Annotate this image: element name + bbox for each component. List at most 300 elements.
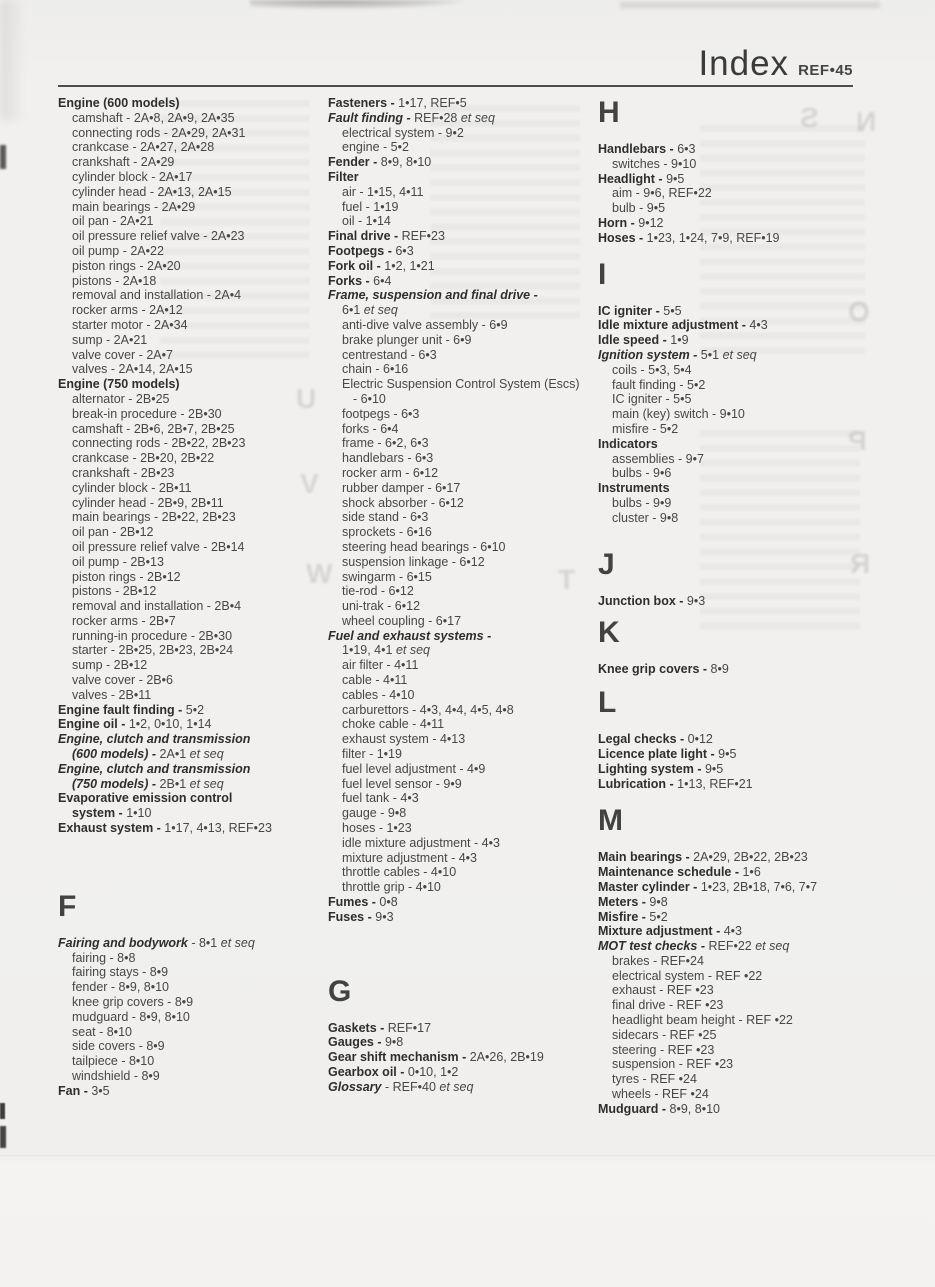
index-entry-text: exhaust - REF •23 bbox=[612, 983, 714, 998]
index-entry-text: Filter bbox=[328, 169, 359, 184]
index-entry bbox=[328, 643, 598, 658]
index-entry bbox=[58, 259, 328, 274]
index-entry-text: idle mixture adjustment - 4•3 bbox=[342, 835, 500, 850]
index-entry bbox=[58, 96, 328, 111]
index-entry bbox=[328, 732, 598, 747]
index-entry-text: Engine, clutch and transmission bbox=[58, 732, 251, 747]
index-entry bbox=[328, 1065, 598, 1080]
index-entry-text: Fuses - bbox=[328, 909, 376, 924]
ghost-bleedthrough-letter: N bbox=[856, 106, 877, 137]
index-entry bbox=[598, 186, 868, 201]
index-entry bbox=[598, 1102, 868, 1117]
index-entry-text: suspension linkage - 6•12 bbox=[342, 554, 485, 569]
index-entry bbox=[598, 511, 868, 526]
index-entry-text: Master cylinder - bbox=[598, 879, 701, 894]
index-entry-text: gauge - 9•8 bbox=[342, 806, 407, 821]
index-entry bbox=[598, 850, 868, 865]
index-entry-text: Engine (600 models) bbox=[58, 96, 180, 110]
index-entry bbox=[58, 1010, 328, 1025]
index-entry bbox=[58, 643, 328, 658]
index-entry-text: 5•1 bbox=[700, 347, 723, 362]
index-entry-text: Gear shift mechanism - bbox=[328, 1050, 470, 1065]
index-entry-text: Maintenance schedule - bbox=[598, 865, 743, 880]
index-entry-text: Engine oil - bbox=[58, 717, 129, 732]
index-entry-text: Handlebars - bbox=[598, 142, 678, 156]
index-entry bbox=[598, 172, 868, 187]
index-entry bbox=[598, 348, 868, 363]
index-entry bbox=[328, 717, 598, 732]
index-entry-text: 1•10 bbox=[126, 806, 152, 821]
index-column-left bbox=[58, 96, 328, 1099]
index-entry bbox=[328, 126, 598, 141]
index-entry-text: REF•22 bbox=[708, 939, 756, 954]
index-entry-text: Misfire - bbox=[598, 909, 650, 924]
index-entry bbox=[598, 407, 868, 422]
index-entry-text: 8•9 bbox=[710, 662, 729, 677]
index-entry bbox=[58, 274, 328, 289]
index-entry bbox=[58, 303, 328, 318]
index-entry bbox=[598, 954, 868, 969]
index-entry bbox=[328, 614, 598, 629]
index-entry bbox=[58, 318, 328, 333]
index-entry bbox=[58, 629, 328, 644]
index-entry-text: seat - 8•10 bbox=[72, 1024, 132, 1039]
index-entry-text: MOT test checks - bbox=[598, 939, 709, 954]
index-entry bbox=[328, 584, 598, 599]
index-entry-text: sprockets - 6•16 bbox=[342, 525, 432, 540]
index-entry-text: 1•23, 1•24, 7•9, REF•19 bbox=[646, 230, 780, 245]
index-entry-text: starter motor - 2A•34 bbox=[72, 317, 188, 332]
index-entry-text: mudguard - 8•9, 8•10 bbox=[72, 1009, 190, 1024]
index-entry-text: 1•17, REF•5 bbox=[398, 96, 467, 110]
header-rule bbox=[58, 85, 853, 87]
index-entry-text: piston rings - 2A•20 bbox=[72, 258, 181, 273]
index-entry-text: cluster - 9•8 bbox=[612, 510, 679, 525]
index-entry bbox=[598, 496, 868, 511]
index-entry-text: oil pan - 2B•12 bbox=[72, 525, 154, 540]
index-entry bbox=[58, 980, 328, 995]
index-entry-text: Gearbox oil - bbox=[328, 1065, 408, 1080]
index-entry bbox=[58, 717, 328, 732]
index-entry bbox=[328, 688, 598, 703]
index-entry-text: side stand - 6•3 bbox=[342, 510, 429, 525]
index-entry-text: alternator - 2B•25 bbox=[72, 391, 170, 406]
index-entry bbox=[328, 436, 598, 451]
index-entry-text: Fuel and exhaust systems - bbox=[328, 628, 492, 643]
index-entry bbox=[58, 936, 328, 951]
paper-fold-line bbox=[0, 1155, 935, 1158]
index-entry bbox=[328, 274, 598, 289]
index-entry-text: uni-trak - 6•12 bbox=[342, 599, 421, 614]
index-entry bbox=[328, 673, 598, 688]
index-entry-text: cables - 4•10 bbox=[342, 687, 415, 702]
index-entry-text: hoses - 1•23 bbox=[342, 821, 412, 836]
index-entry-text: 6•4 bbox=[373, 273, 392, 288]
index-entry-text: Idle speed - bbox=[598, 333, 671, 348]
index-entry bbox=[598, 304, 868, 319]
index-entry bbox=[328, 629, 598, 644]
index-entry-text: 2A•29, 2B•22, 2B•23 bbox=[693, 850, 808, 865]
index-entry-text: Hoses - bbox=[598, 230, 647, 245]
ghost-bleedthrough-letter: T bbox=[558, 564, 576, 595]
index-entry-text: filter - 1•19 bbox=[342, 747, 402, 762]
index-entry-text: oil pump - 2B•13 bbox=[72, 554, 164, 569]
index-entry-text: Footpegs - bbox=[328, 243, 396, 258]
index-entry-text: tailpiece - 8•10 bbox=[72, 1054, 155, 1069]
index-entry bbox=[328, 318, 598, 333]
index-entry-text: 2A•1 bbox=[159, 747, 190, 762]
index-entry bbox=[328, 525, 598, 540]
index-entry bbox=[598, 231, 868, 246]
index-entry bbox=[328, 96, 598, 111]
index-entry-text: Electric Suspension Control System (Escs) bbox=[342, 377, 580, 392]
index-entry-text: misfire - 5•2 bbox=[612, 421, 679, 436]
index-entry-text: chain - 6•16 bbox=[342, 362, 409, 377]
ghost-bleedthrough-letter: W bbox=[306, 558, 333, 589]
index-entry bbox=[598, 969, 868, 984]
index-entry-text: 9•3 bbox=[375, 909, 394, 924]
index-entry bbox=[598, 452, 868, 467]
index-entry-text: - 8•1 bbox=[187, 935, 221, 950]
index-entry-text: oil pump - 2A•22 bbox=[72, 243, 164, 258]
ghost-bleedthrough-letter: P bbox=[848, 425, 867, 456]
index-entry bbox=[598, 732, 868, 747]
index-entry bbox=[58, 525, 328, 540]
index-entry-text: Headlight - bbox=[598, 171, 667, 186]
index-entry-text: 9•5 bbox=[666, 171, 685, 186]
index-entry-text: valves - 2B•11 bbox=[72, 687, 152, 702]
index-entry bbox=[598, 895, 868, 910]
section-letter-l: L bbox=[598, 686, 617, 720]
index-entry-text: Legal checks - bbox=[598, 732, 688, 747]
index-entry bbox=[328, 555, 598, 570]
index-entry bbox=[598, 865, 868, 880]
index-entry-text: Fender - bbox=[328, 155, 381, 170]
index-entry bbox=[58, 688, 328, 703]
index-entry bbox=[598, 662, 868, 677]
index-entry bbox=[328, 348, 598, 363]
scan-edge-mark bbox=[0, 1126, 6, 1148]
index-entry-text: electrical system - 9•2 bbox=[342, 125, 464, 140]
index-entry bbox=[58, 570, 328, 585]
index-entry bbox=[598, 1087, 868, 1102]
index-entry bbox=[598, 201, 868, 216]
index-entry bbox=[598, 924, 868, 939]
index-entry-text: windshield - 8•9 bbox=[72, 1069, 160, 1084]
index-entry bbox=[58, 377, 328, 392]
page-number: REF•45 bbox=[798, 62, 853, 79]
index-entry-text: air filter - 4•11 bbox=[342, 658, 419, 673]
index-entry bbox=[598, 747, 868, 762]
index-entry-text: cylinder head - 2A•13, 2A•15 bbox=[72, 184, 232, 199]
index-entry-text: 6•3 bbox=[395, 243, 414, 258]
ghost-bleedthrough-letter: R bbox=[850, 548, 871, 579]
index-entry-text: Fault finding - bbox=[328, 110, 415, 125]
index-entry bbox=[598, 437, 868, 452]
index-entry-text: brakes - REF•24 bbox=[612, 953, 704, 968]
index-entry bbox=[328, 259, 598, 274]
index-entry-text: (750 models) - bbox=[72, 776, 160, 791]
index-entry bbox=[328, 821, 598, 836]
index-entry bbox=[328, 244, 598, 259]
index-entry-text: (600 models) - bbox=[72, 747, 160, 762]
index-entry bbox=[328, 496, 598, 511]
index-entry-text: 5•5 bbox=[663, 303, 682, 318]
index-entry-text: main bearings - 2A•29 bbox=[72, 199, 196, 214]
index-entry bbox=[58, 496, 328, 511]
index-entry-text: 8•9, 8•10 bbox=[380, 155, 432, 170]
index-entry-text: brake plunger unit - 6•9 bbox=[342, 332, 472, 347]
index-entry-text: Gaskets - bbox=[328, 1020, 388, 1035]
index-entry-text: pistons - 2A•18 bbox=[72, 273, 157, 288]
index-entry bbox=[58, 791, 328, 806]
index-entry-text: IC igniter - 5•5 bbox=[612, 392, 692, 407]
index-entry-text: cylinder head - 2B•9, 2B•11 bbox=[72, 495, 224, 510]
index-entry-text: Gauges - bbox=[328, 1035, 385, 1050]
index-entry bbox=[58, 333, 328, 348]
index-entry bbox=[58, 1039, 328, 1054]
index-entry-text: Lubrication - bbox=[598, 776, 678, 791]
index-entry bbox=[58, 673, 328, 688]
index-entry bbox=[598, 1013, 868, 1028]
index-entry-text: Mixture adjustment - bbox=[598, 924, 724, 939]
index-entry-text: Glossary bbox=[328, 1079, 382, 1094]
index-entry-text: 1•9 bbox=[670, 333, 689, 348]
index-entry-text: 1•23, 2B•18, 7•6, 7•7 bbox=[700, 879, 818, 894]
index-entry-text: IC igniter - bbox=[598, 303, 664, 318]
index-entry bbox=[328, 747, 598, 762]
index-entry-text: Lighting system - bbox=[598, 761, 705, 776]
ghost-bleedthrough-letter: S bbox=[800, 102, 819, 133]
index-entry-text: cylinder block - 2A•17 bbox=[72, 169, 193, 184]
index-entry bbox=[328, 540, 598, 555]
index-entry-text: fault finding - 5•2 bbox=[612, 377, 706, 392]
index-entry bbox=[58, 747, 328, 762]
index-entry-text: headlight beam height - REF •22 bbox=[612, 1013, 793, 1028]
scan-edge-mark bbox=[0, 145, 6, 169]
index-entry-text: oil pan - 2A•21 bbox=[72, 214, 154, 229]
index-entry-text: Meters - bbox=[598, 894, 650, 909]
index-entry bbox=[328, 910, 598, 925]
index-entry-text: crankshaft - 2A•29 bbox=[72, 155, 175, 170]
index-entry bbox=[58, 111, 328, 126]
index-entry-text: 0•8 bbox=[379, 895, 398, 910]
index-entry bbox=[328, 836, 598, 851]
index-entry bbox=[598, 333, 868, 348]
index-entry-text: steering - REF •23 bbox=[612, 1042, 715, 1057]
index-entry bbox=[58, 348, 328, 363]
index-entry bbox=[328, 185, 598, 200]
index-entry-text: Fan - bbox=[58, 1083, 92, 1098]
index-entry-text: oil pressure relief valve - 2B•14 bbox=[72, 539, 245, 554]
index-entry-text: rubber damper - 6•17 bbox=[342, 480, 461, 495]
index-entry-text: Final drive - bbox=[328, 229, 402, 244]
index-entry bbox=[598, 762, 868, 777]
index-entry-text: bulbs - 9•6 bbox=[612, 466, 672, 481]
index-entry bbox=[328, 170, 598, 185]
index-entry bbox=[598, 318, 868, 333]
index-entry bbox=[598, 983, 868, 998]
index-entry-text: rocker arm - 6•12 bbox=[342, 465, 439, 480]
index-entry bbox=[58, 214, 328, 229]
index-entry-text: 5•2 bbox=[185, 702, 205, 717]
index-entry bbox=[328, 1080, 598, 1095]
index-entry bbox=[58, 436, 328, 451]
index-entry bbox=[58, 821, 328, 836]
index-entry bbox=[58, 777, 328, 792]
index-entry-text: sidecars - REF •25 bbox=[612, 1027, 717, 1042]
index-entry bbox=[58, 965, 328, 980]
scan-edge-mark bbox=[0, 1103, 5, 1119]
index-entry-text: Licence plate light - bbox=[598, 746, 719, 761]
index-entry-text: throttle grip - 4•10 bbox=[342, 880, 441, 895]
index-entry bbox=[58, 288, 328, 303]
index-entry-text: suspension - REF •23 bbox=[612, 1057, 734, 1072]
index-entry-text: forks - 6•4 bbox=[342, 421, 399, 436]
index-entry bbox=[58, 422, 328, 437]
index-entry bbox=[58, 451, 328, 466]
index-entry-text: throttle cables - 4•10 bbox=[342, 865, 457, 880]
index-entry-text: engine - 5•2 bbox=[342, 140, 409, 155]
section-letter-k: K bbox=[598, 616, 620, 650]
index-entry-text: running-in procedure - 2B•30 bbox=[72, 628, 233, 643]
index-entry bbox=[58, 614, 328, 629]
index-entry-text: tie-rod - 6•12 bbox=[342, 584, 414, 599]
index-entry bbox=[598, 998, 868, 1013]
index-entry-text: wheels - REF •24 bbox=[612, 1087, 709, 1102]
index-entry-text: Engine fault finding - bbox=[58, 702, 186, 717]
index-entry bbox=[598, 880, 868, 895]
index-entry bbox=[58, 229, 328, 244]
index-entry bbox=[58, 407, 328, 422]
index-entry-text: final drive - REF •23 bbox=[612, 998, 724, 1013]
index-entry bbox=[58, 185, 328, 200]
index-column-right bbox=[598, 96, 871, 1117]
index-entry bbox=[58, 200, 328, 215]
index-entry bbox=[58, 392, 328, 407]
index-entry-text: et seq bbox=[395, 643, 430, 658]
index-entry bbox=[58, 584, 328, 599]
index-entry-text: piston rings - 2B•12 bbox=[72, 569, 181, 584]
index-entry bbox=[58, 1054, 328, 1069]
index-entry-text: REF•17 bbox=[387, 1020, 432, 1035]
index-entry-text: 4•3 bbox=[723, 924, 742, 939]
index-entry-text: aim - 9•6, REF•22 bbox=[612, 186, 712, 201]
index-entry bbox=[598, 777, 868, 792]
index-entry-text: 1•19, 4•1 bbox=[342, 643, 396, 658]
index-entry-text: fuel level adjustment - 4•9 bbox=[342, 761, 486, 776]
index-entry-text: 2A•26, 2B•19 bbox=[469, 1050, 544, 1065]
index-entry-text: Fork oil - bbox=[328, 258, 385, 273]
index-entry-text: Main bearings - bbox=[598, 850, 694, 865]
index-entry bbox=[328, 865, 598, 880]
index-entry-text: REF•23 bbox=[401, 229, 445, 244]
index-entry-text: Ignition system - bbox=[598, 347, 701, 362]
index-entry bbox=[328, 599, 598, 614]
index-entry-text: Idle mixture adjustment - bbox=[598, 318, 750, 333]
index-entry-text: 1•2, 1•21 bbox=[384, 258, 435, 273]
index-entry-text: 8•9, 8•10 bbox=[669, 1101, 720, 1116]
index-entry bbox=[328, 791, 598, 806]
index-entry bbox=[58, 155, 328, 170]
page-title: Index bbox=[698, 44, 790, 83]
index-entry-text: side covers - 8•9 bbox=[72, 1039, 165, 1054]
index-entry bbox=[598, 363, 868, 378]
index-entry-text: anti-dive valve assembly - 6•9 bbox=[342, 317, 508, 332]
page-header bbox=[698, 44, 853, 84]
index-entry-text: main bearings - 2B•22, 2B•23 bbox=[72, 510, 236, 525]
index-entry-text: swingarm - 6•15 bbox=[342, 569, 432, 584]
index-entry bbox=[328, 1021, 598, 1036]
index-entry bbox=[598, 392, 868, 407]
index-entry-text: assemblies - 9•7 bbox=[612, 451, 704, 466]
index-entry bbox=[58, 466, 328, 481]
index-entry-text: et seq bbox=[363, 303, 398, 318]
index-entry-text: Forks - bbox=[328, 273, 374, 288]
index-entry-text: steering head bearings - 6•10 bbox=[342, 539, 506, 554]
scan-edge-smudge bbox=[620, 2, 880, 8]
index-entry-text: 9•5 bbox=[704, 761, 724, 776]
index-column-middle bbox=[328, 96, 598, 1095]
index-entry-text: oil - 1•14 bbox=[342, 214, 391, 229]
index-entry bbox=[58, 599, 328, 614]
index-entry-text: Fasteners - bbox=[328, 96, 399, 110]
index-entry-text: Engine, clutch and transmission bbox=[58, 761, 251, 776]
index-entry bbox=[328, 466, 598, 481]
index-entry bbox=[598, 939, 868, 954]
index-entry-text: main (key) switch - 9•10 bbox=[612, 407, 745, 422]
index-entry-text: fender - 8•9, 8•10 bbox=[72, 980, 170, 995]
index-entry bbox=[58, 951, 328, 966]
index-entry-text: mixture adjustment - 4•3 bbox=[342, 850, 477, 865]
index-entry bbox=[328, 481, 598, 496]
index-entry bbox=[328, 1035, 598, 1050]
index-entry-text: 6•1 bbox=[342, 303, 364, 318]
index-entry-text: exhaust system - 4•13 bbox=[342, 732, 466, 747]
index-entry-text: Instruments bbox=[598, 481, 670, 496]
index-entry-text: Evaporative emission control bbox=[58, 791, 233, 806]
index-entry-text: Horn - bbox=[598, 215, 639, 230]
index-entry-text: et seq bbox=[189, 747, 224, 762]
index-entry bbox=[58, 762, 328, 777]
index-entry-text: Exhaust system - bbox=[58, 821, 165, 836]
index-entry-text: Mudguard - bbox=[598, 1101, 670, 1116]
index-entry-text: fairing - 8•8 bbox=[72, 950, 136, 965]
index-entry bbox=[328, 303, 598, 318]
index-entry-text: wheel coupling - 6•17 bbox=[342, 613, 462, 628]
index-entry-text: 1•13, REF•21 bbox=[677, 776, 753, 791]
index-entry bbox=[328, 570, 598, 585]
index-entry bbox=[328, 333, 598, 348]
section-letter-m: M bbox=[598, 804, 623, 838]
index-entry-text: coils - 5•3, 5•4 bbox=[612, 362, 692, 377]
index-entry bbox=[58, 703, 328, 718]
index-entry bbox=[328, 806, 598, 821]
index-entry-text: cylinder block - 2B•11 bbox=[72, 480, 192, 495]
index-entry bbox=[328, 658, 598, 673]
index-entry bbox=[328, 200, 598, 215]
index-entry-text: sump - 2B•12 bbox=[72, 658, 148, 673]
index-entry bbox=[598, 594, 868, 609]
index-entry bbox=[58, 362, 328, 377]
index-entry-text: 9•8 bbox=[384, 1035, 404, 1050]
index-entry bbox=[58, 540, 328, 555]
scan-edge-smudge bbox=[250, 0, 465, 9]
index-entry bbox=[598, 422, 868, 437]
index-entry bbox=[58, 658, 328, 673]
index-entry bbox=[328, 1050, 598, 1065]
index-entry bbox=[598, 1028, 868, 1043]
